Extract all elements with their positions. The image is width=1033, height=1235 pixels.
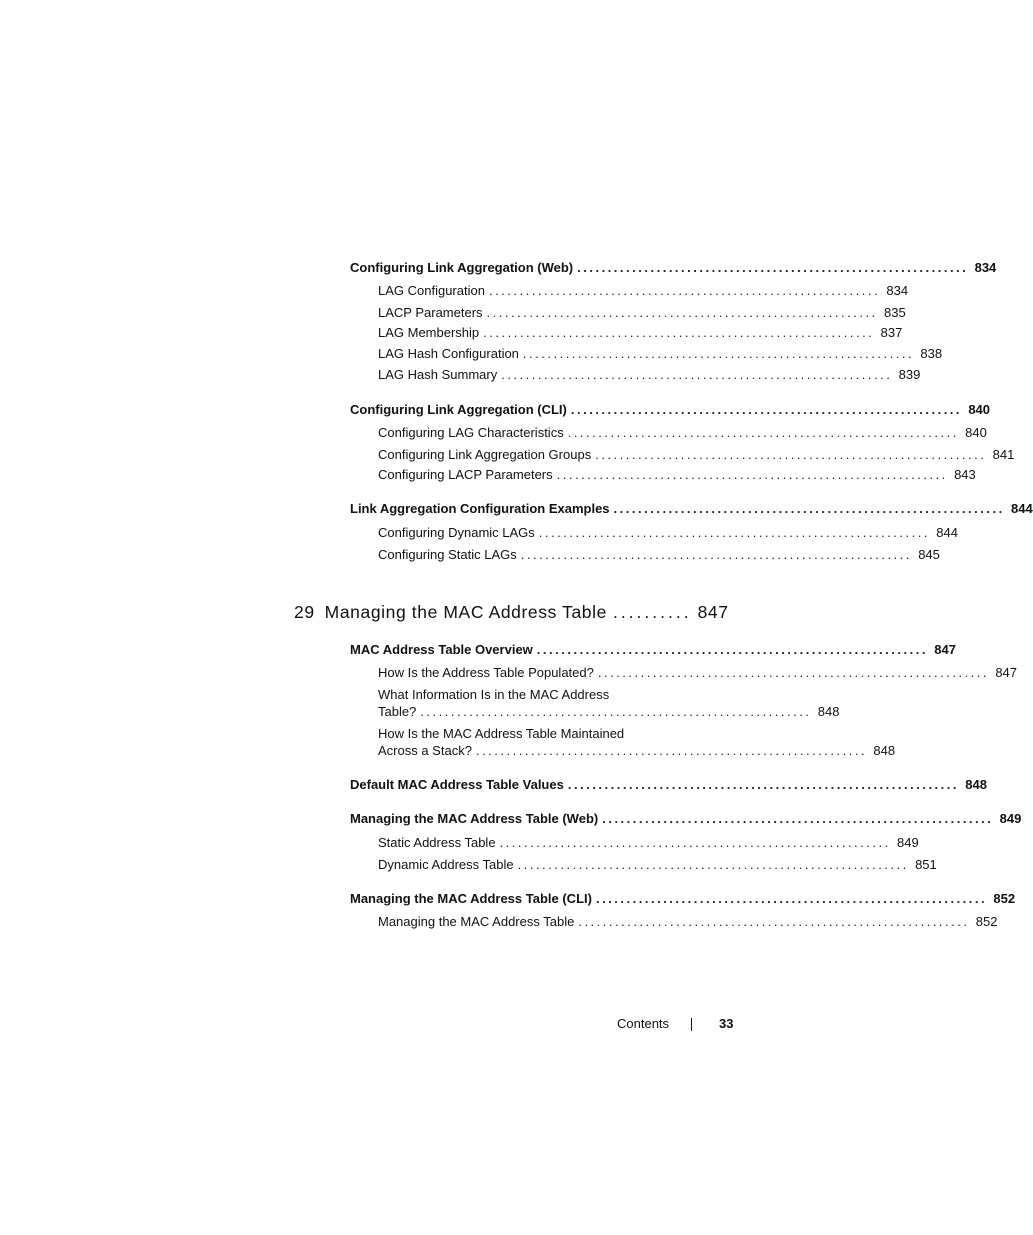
toc-entry-title: LAG Membership <box>378 325 480 340</box>
dot-leader: ................................................................ <box>567 425 959 440</box>
toc-entry-page: 844 <box>1011 501 1033 516</box>
dot-leader: ................................................................ <box>486 305 878 320</box>
toc-entry-page: 835 <box>883 305 906 320</box>
toc-subentry-line1[interactable]: How Is the MAC Address Table Maintained <box>378 726 625 741</box>
page-number: 33 <box>719 1016 734 1031</box>
toc-entry-page: 841 <box>992 447 1015 462</box>
toc-subentry[interactable] <box>378 304 906 321</box>
toc-entry-title: Configuring Dynamic LAGs <box>378 525 535 540</box>
toc-section-entry[interactable] <box>350 810 1022 827</box>
toc-entry-title: Configuring LAG Characteristics <box>378 425 564 440</box>
dot-leader: ................................................................ <box>597 665 990 680</box>
toc-entry-title: Configuring LACP Parameters <box>378 467 553 482</box>
chapter-number: 29 <box>294 602 315 622</box>
toc-entry-page: 844 <box>936 525 958 540</box>
dot-leader: ................................................................ <box>517 857 909 872</box>
dot-leader: ................................................................ <box>499 835 891 850</box>
dot-leader: ................................................................ <box>538 525 930 540</box>
dot-leader: ................................................................ <box>520 547 912 562</box>
toc-subentry[interactable] <box>378 546 940 563</box>
toc-subentry[interactable] <box>378 466 976 483</box>
dot-leader: ................................................................ <box>577 260 969 275</box>
toc-entry-title: How Is the Address Table Populated? <box>378 665 594 680</box>
toc-entry-page: 839 <box>898 367 921 382</box>
dot-leader: ................................................................ <box>488 283 881 298</box>
toc-entry-title: Configuring Link Aggregation (CLI) <box>350 402 567 417</box>
toc-entry-title: LACP Parameters <box>378 305 483 320</box>
toc-entry-page: 838 <box>920 346 943 361</box>
dot-leader: ................................................................ <box>578 914 970 929</box>
toc-subentry[interactable] <box>378 913 998 930</box>
dot-leader: ................................................................ <box>522 346 915 361</box>
toc-section-entry[interactable] <box>350 259 997 276</box>
toc-entry-page: 852 <box>975 914 998 929</box>
toc-subentry[interactable] <box>378 282 909 299</box>
toc-section-entry[interactable] <box>350 776 987 793</box>
dot-leader: ................................................................ <box>475 743 868 758</box>
toc-entry-title: Configuring Static LAGs <box>378 547 517 562</box>
toc-subentry[interactable] <box>378 345 943 362</box>
toc-entry-page: 840 <box>968 402 991 417</box>
toc-subentry[interactable] <box>378 742 896 759</box>
dot-leader: ................................................................ <box>570 402 963 417</box>
dot-leader: ................................................................ <box>595 447 987 462</box>
dot-leader: ................................................................ <box>613 501 1005 516</box>
toc-entry-title: Across a Stack? <box>378 743 472 758</box>
dot-leader: ................................................................ <box>420 704 812 719</box>
toc-entry-page: 848 <box>817 704 840 719</box>
toc-entry-title: LAG Hash Summary <box>378 367 498 382</box>
toc-entry-page: 834 <box>886 283 909 298</box>
toc-entry-page: 851 <box>915 857 937 872</box>
toc-chapter-entry[interactable] <box>294 601 729 623</box>
dot-leader: ................................................................ <box>595 891 988 906</box>
toc-subentry[interactable] <box>378 703 840 720</box>
toc-entry-page: 849 <box>999 811 1022 826</box>
toc-subentry[interactable] <box>378 664 1018 681</box>
footer-section-label: Contents <box>617 1016 670 1031</box>
toc-subentry[interactable] <box>378 834 919 851</box>
toc-entry-title: Default MAC Address Table Values <box>350 777 564 792</box>
toc-entry-title: LAG Hash Configuration <box>378 346 519 361</box>
toc-entry-page: 847 <box>995 665 1018 680</box>
dot-leader: ................................................................ <box>602 811 994 826</box>
dot-leader: ................................................................ <box>567 777 959 792</box>
toc-entry-title: MAC Address Table Overview <box>350 642 533 657</box>
toc-entry-page: 848 <box>965 777 987 792</box>
dot-leader: ................................................................ <box>483 325 875 340</box>
dot-leader: ................................................................ <box>556 467 948 482</box>
toc-entry-page: 843 <box>954 467 976 482</box>
toc-entry-title: Managing the MAC Address Table <box>378 914 575 929</box>
toc-entry-title: Managing the MAC Address Table (CLI) <box>350 891 592 906</box>
toc-entry-title: Configuring Link Aggregation Groups <box>378 447 592 462</box>
dot-leader: .......... <box>612 602 692 622</box>
footer-divider <box>691 1018 692 1031</box>
toc-subentry[interactable] <box>378 856 937 873</box>
toc-section-entry[interactable] <box>350 641 956 658</box>
toc-subentry[interactable] <box>378 424 987 441</box>
dot-leader: ................................................................ <box>501 367 893 382</box>
toc-entry-page: 840 <box>965 425 987 440</box>
toc-section-entry[interactable] <box>350 890 1016 907</box>
toc-entry-title: Static Address Table <box>378 835 496 850</box>
toc-entry-page: 847 <box>934 642 956 657</box>
toc-entry-title: Configuring Link Aggregation (Web) <box>350 260 574 275</box>
toc-entry-page: 837 <box>880 325 903 340</box>
toc-entry-title: Table? <box>378 704 417 719</box>
toc-entry-page: 852 <box>993 891 1016 906</box>
toc-section-entry[interactable] <box>350 500 1033 517</box>
toc-subentry[interactable] <box>378 324 903 341</box>
dot-leader: ................................................................ <box>536 642 928 657</box>
toc-subentry[interactable] <box>378 524 958 541</box>
toc-entry-title: Link Aggregation Configuration Examples <box>350 501 610 516</box>
toc-subentry[interactable] <box>378 366 921 383</box>
toc-entry-page: 845 <box>918 547 940 562</box>
toc-subentry-line1[interactable]: What Information Is in the MAC Address <box>378 687 610 702</box>
toc-section-entry[interactable] <box>350 401 991 418</box>
toc-entry-page: 834 <box>974 260 997 275</box>
toc-entry-title: Dynamic Address Table <box>378 857 514 872</box>
toc-entry-page: 848 <box>873 743 896 758</box>
toc-entry-title: LAG Configuration <box>378 283 485 298</box>
toc-entry-page: 849 <box>897 835 919 850</box>
toc-subentry[interactable] <box>378 446 1015 463</box>
toc-entry-title: Managing the MAC Address Table (Web) <box>350 811 599 826</box>
chapter-page: 847 <box>697 602 729 622</box>
chapter-title: Managing the MAC Address Table <box>324 602 607 622</box>
